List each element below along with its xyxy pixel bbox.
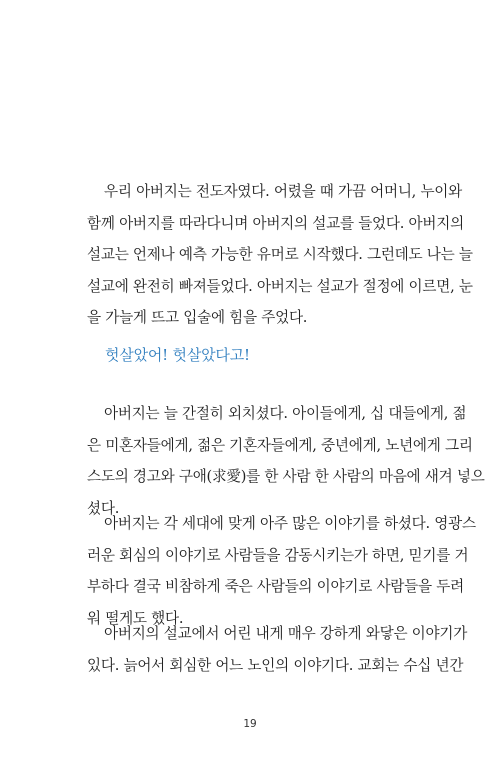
- paragraph-1: [87, 176, 473, 334]
- paragraph-line: 우리 아버지는 전도자였다. 어렸을 때 가끔 어머니, 누이와: [104, 183, 462, 200]
- page-number: 19: [243, 718, 257, 730]
- paragraph-line: 함께 아버지를 따라다니며 아버지의 설교를 들었다. 아버지의: [87, 214, 464, 232]
- paragraph-line: 아버지는 늘 간절히 외치셨다. 아이들에게, 십 대들에게, 젊: [104, 405, 467, 422]
- paragraph-line: 아버지는 각 세대에 맞게 아주 많은 이야기를 하셨다. 영광스: [104, 515, 476, 532]
- paragraph-line: 설교는 언제나 예측 가능한 유머로 시작했다. 그런데도 나는 늘: [87, 246, 473, 263]
- paragraph-line: 부하다 결국 비참하게 죽은 사람들의 이야기로 사람들을 두려: [87, 578, 464, 595]
- paragraph-line: 을 가늘게 뜨고 입술에 힘을 주었다.: [87, 309, 308, 326]
- paragraph-line: 러운 회심의 이야기로 사람들을 감동시키는가 하면, 믿기를 거: [87, 546, 469, 564]
- paragraph-line: 아버지의 설교에서 어린 내게 매우 강하게 와닿은 이야기가: [104, 625, 468, 642]
- paragraph-line: 셨다.: [87, 499, 120, 517]
- paragraph-line: 스도의 경고와 구애(求愛)를 한 사람 한 사람의 마음에 새겨 넣으: [87, 468, 485, 485]
- paragraph-line: 있다. 늙어서 회심한 어느 노인의 이야기다. 교회는 수십 년간: [87, 656, 464, 674]
- paragraph-line: 설교에 완전히 빠져들었다. 아버지는 설교가 절정에 이르면, 눈: [87, 277, 473, 295]
- paragraph-line: 은 미혼자들에게, 젊은 기혼자들에게, 중년에게, 노년에게 그리: [87, 436, 473, 454]
- quote-highlight: 헛살았어! 헛살았다고!: [105, 346, 250, 364]
- paragraph-line: 워 떨게도 했다.: [87, 609, 184, 627]
- paragraph-4: [87, 618, 468, 681]
